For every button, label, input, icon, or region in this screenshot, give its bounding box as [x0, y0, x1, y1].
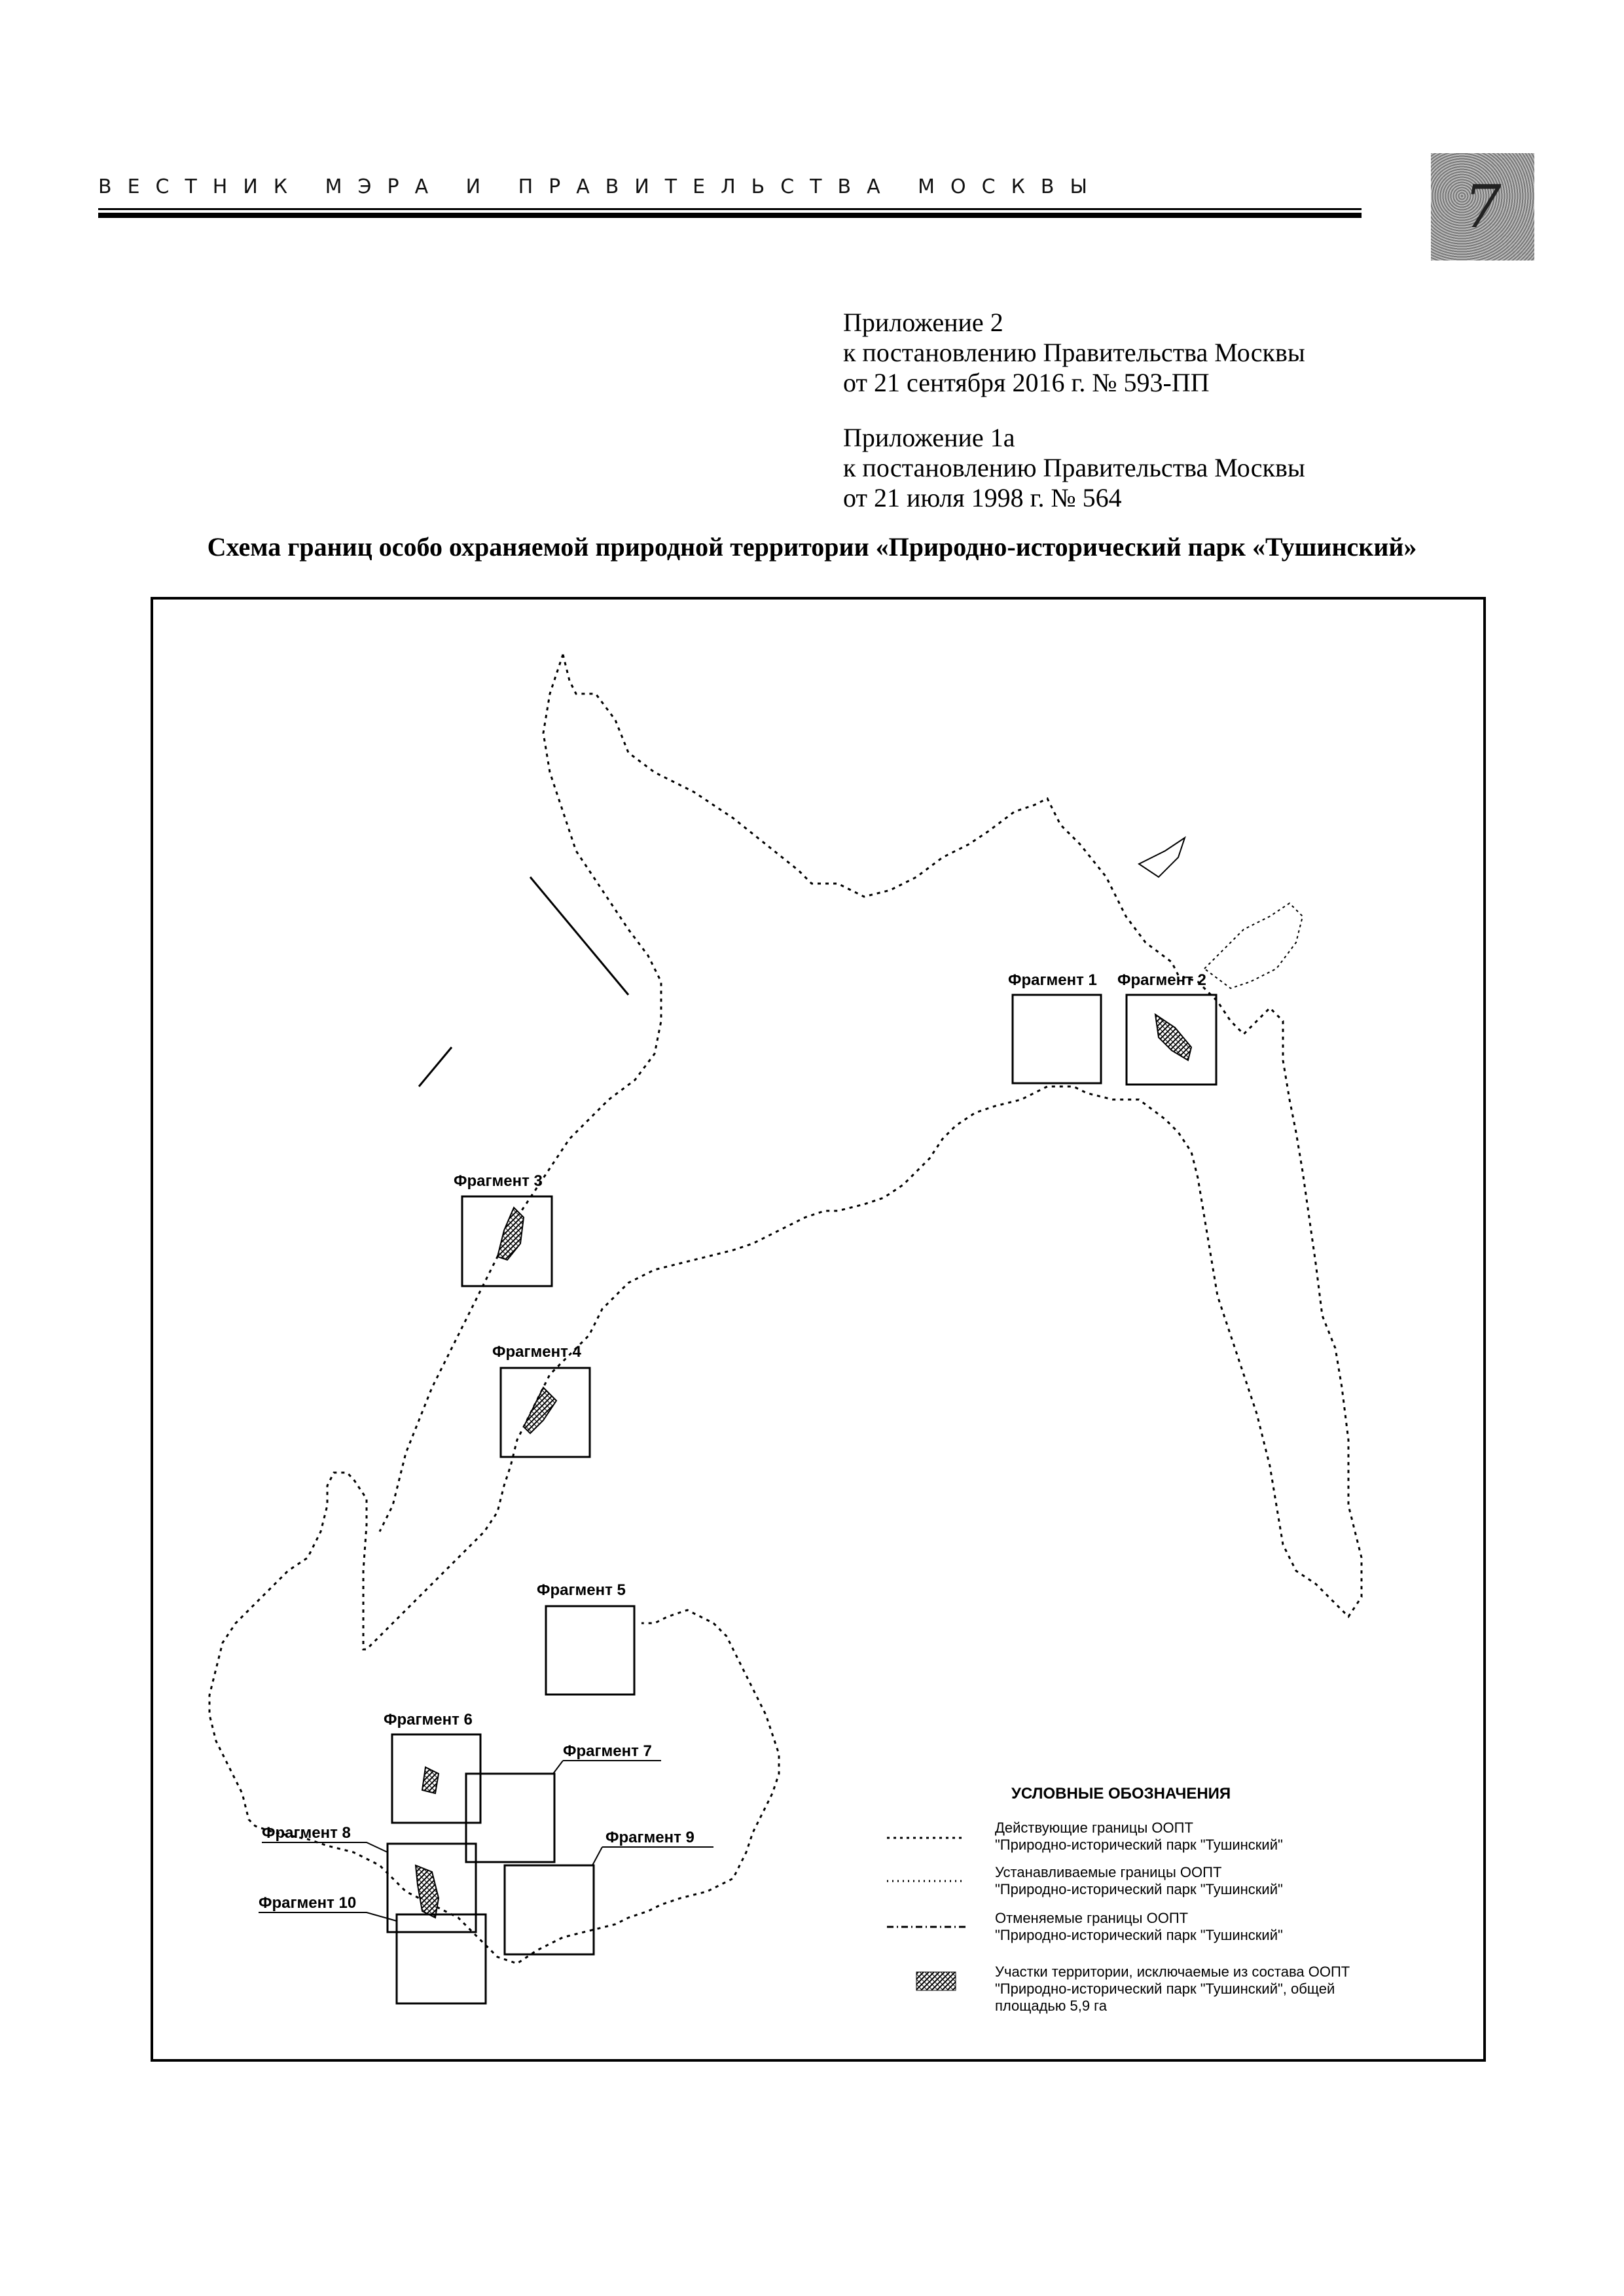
fragment-leader: [553, 1761, 661, 1774]
fragment-label: Фрагмент 3: [454, 1172, 543, 1190]
excluded-parcel: [1155, 1014, 1191, 1060]
excluded-parcel: [422, 1767, 439, 1793]
fragment-box-10: [397, 1914, 486, 2003]
fragment-label: Фрагмент 1: [1008, 971, 1097, 989]
fragment-box-5: [546, 1606, 634, 1695]
appendix-title: Приложение 2: [843, 308, 1003, 337]
legend-swatch-excluded: [916, 1972, 956, 1990]
fragment-label: Фрагмент 2: [1117, 971, 1206, 989]
fragment-label: Фрагмент 9: [605, 1829, 695, 1846]
legend-title: УСЛОВНЫЕ ОБОЗНАЧЕНИЯ: [1011, 1785, 1231, 1803]
legend-label: площадью 5,9 га: [995, 1998, 1107, 2014]
lake-outline: [1139, 838, 1185, 877]
fragment-leader: [592, 1847, 713, 1865]
fragment-leader: [259, 1912, 397, 1921]
journal-title: ВЕСТНИК МЭРА И ПРАВИТЕЛЬСТВА МОСКВЫ: [98, 175, 1103, 198]
river-line: [530, 877, 628, 995]
scheme-title: Схема границ особо охраняемой природной территории «Природно-исторический парк «Тушинский»: [207, 532, 1417, 562]
park-boundary-north: [380, 655, 661, 1532]
legend-label: Действующие границы ООПТ: [995, 1820, 1193, 1836]
fragment-box-9: [505, 1865, 594, 1954]
appendix-reference: к постановлению Правительства Москвы: [843, 453, 1305, 482]
legend-label: "Природно-исторический парк "Тушинский", общей: [995, 1981, 1335, 1997]
legend-label: Устанавливаемые границы ООПТ: [995, 1864, 1222, 1880]
appendix-date: от 21 сентября 2016 г. № 593-ПП: [843, 368, 1210, 397]
fragment-box-1: [1013, 995, 1101, 1083]
appendix-reference: к постановлению Правительства Москвы: [843, 338, 1305, 367]
excluded-parcel: [524, 1388, 556, 1433]
fragment-label: Фрагмент 8: [262, 1824, 351, 1842]
lake-outline: [1204, 903, 1303, 988]
fragment-label: Фрагмент 6: [384, 1711, 473, 1729]
excluded-parcel: [497, 1208, 524, 1260]
legend-label: "Природно-исторический парк "Тушинский": [995, 1927, 1283, 1943]
appendix-date: от 21 июля 1998 г. № 564: [843, 483, 1122, 512]
legend-label: Участки территории, исключаемые из состава ООПТ: [995, 1964, 1350, 1980]
fragment-label: Фрагмент 4: [492, 1343, 581, 1361]
fragment-label: Фрагмент 10: [259, 1894, 357, 1912]
appendix-title: Приложение 1а: [843, 423, 1015, 452]
river-line: [419, 1047, 452, 1086]
legend-label: "Природно-исторический парк "Тушинский": [995, 1837, 1283, 1853]
page-number: 7: [1464, 172, 1502, 242]
excluded-parcel: [416, 1865, 439, 1918]
park-boundary: [209, 655, 1362, 1964]
legend-label: "Природно-исторический парк "Тушинский": [995, 1881, 1283, 1897]
fragment-label: Фрагмент 5: [537, 1581, 626, 1599]
fragment-box-7: [466, 1774, 554, 1862]
fragment-label: Фрагмент 7: [563, 1742, 652, 1760]
legend-label: Отменяемые границы ООПТ: [995, 1910, 1189, 1926]
